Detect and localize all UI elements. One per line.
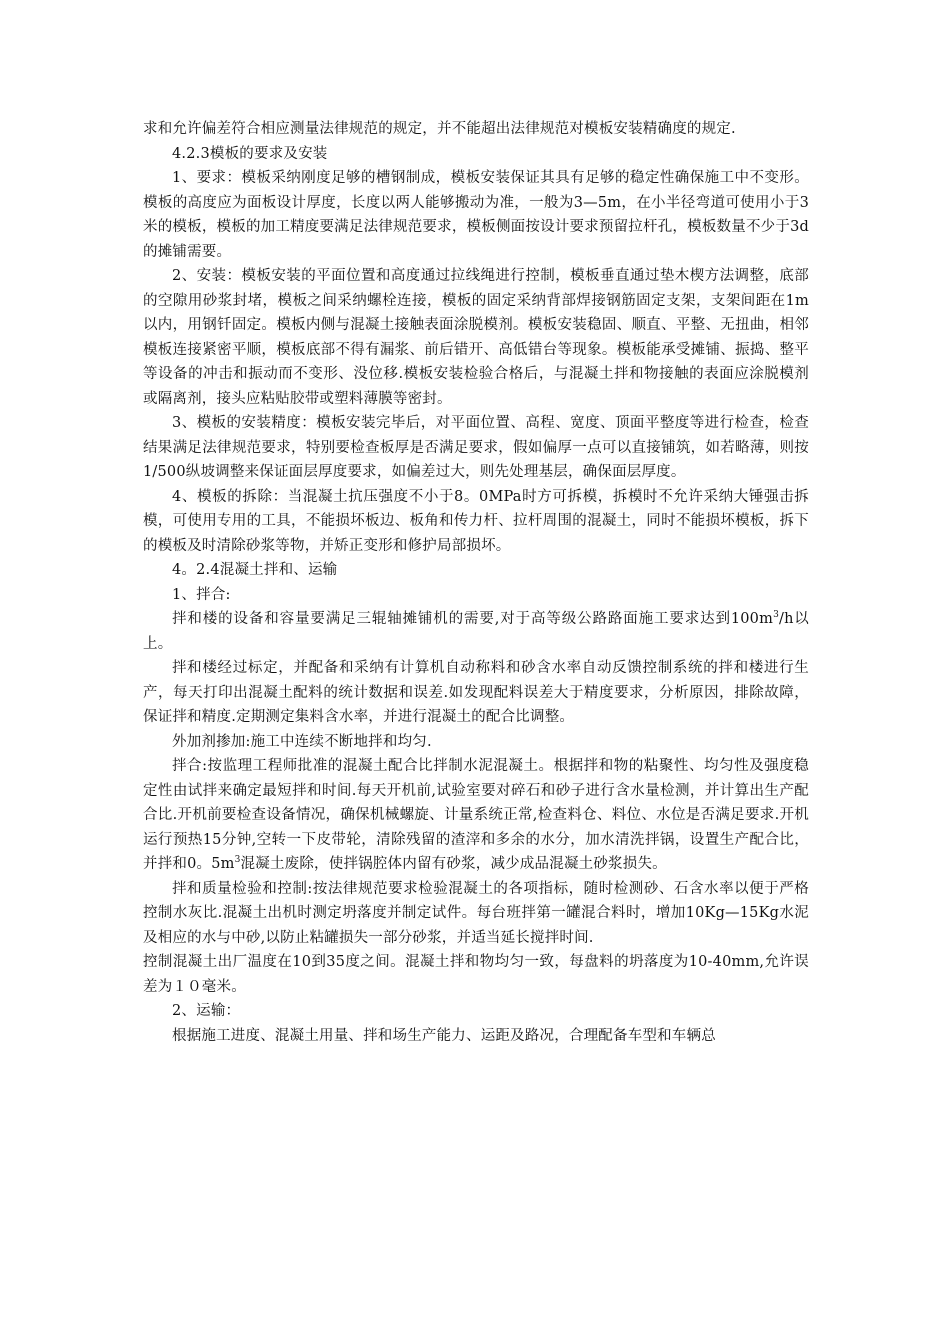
subheading-mixing: 1、拌合: (172, 586, 231, 603)
text-segment: 混凝土废除，使拌锅腔体内留有砂浆，减少成品混凝土砂浆损失。 (240, 856, 667, 872)
paragraph-formwork-installation: 2、安装：模板安装的平面位置和高度通过拉线绳进行控制，模板垂直通过垫木楔方法调整，底部的空隙用砂浆封堵，模板之间采纳螺栓连接，模板的固定采纳背部焊接钢筋固定支架，支架间距在1m以内，用钢钎固定。模板内侧与混凝土接触表面涂脱模剂。模板安装稳固、顺直、平整、无扭曲，相邻模板连接紧密平顺，模板底部不得有漏浆、前后错开、高低错台等现象。模板能承受摊铺、振捣、整平等设备的冲击和振动而不变形、没位移.模板安装检验合格后，与混凝土拌和物接触的表面应涂脱模剂或隔离剂，接头应粘贴胶带或塑料薄膜等密封。 (143, 268, 809, 407)
text-segment: 拌和楼的设备和容量要满足三辊轴摊铺机的需要,对于高等级公路路面施工要求达到100m (172, 611, 774, 627)
paragraph-temperature-control: 控制混凝土出厂温度在10到35度之间。混凝土拌和物均匀一致，每盘料的坍落度为10-40mm,允许误差为１０毫米。 (143, 954, 809, 995)
subheading-transport: 2、运输： (172, 1003, 241, 1019)
paragraph-transport-planning: 根据施工进度、混凝土用量、拌和场生产能力、运距及路况，合理配备车型和车辆总 (172, 1027, 716, 1044)
paragraph-quality-control: 拌和质量检验和控制:按法律规范要求检验混凝土的各项指标，随时检测砂、石含水率以便于严格控制水灰比.混凝土出机时测定坍落度并制定试件。每台班拌第一罐混合料时，增加10Kg—15Kg水泥及相应的水与中砂,以防止粘罐损失一部分砂浆，并适当延长搅拌时间. (143, 880, 809, 946)
paragraph-mixing-plant-calibration: 拌和楼经过标定，并配备和采纳有计算机自动称料和砂含水率自动反馈控制系统的拌和楼进行生产，每天打印出混凝土配料的统计数据和误差.如发现配料误差大于精度要求，分析原因，排除故障，保证拌和精度.定期测定集料含水率，并进行混凝土的配合比调整。 (143, 660, 809, 725)
paragraph-mixing-procedure (143, 754, 809, 877)
paragraph-formwork-requirements: 1、要求：模板采纳刚度足够的槽钢制成，模板安装保证其具有足够的稳定性确保施工中不变形。模板的高度应为面板设计厚度，长度以两人能够搬动为准，一般为3—5m，在小半径弯道可使用小于3米的模板，模板的加工精度要满足法律规范要求，模板侧面按设计要求预留拉杆孔，模板数量不少于3d的摊铺需要。 (143, 170, 809, 260)
text-segment: 拌合:按监理工程师批准的混凝土配合比拌制水泥混凝土。根据拌和物的粘聚性、均匀性及强度稳定性由试拌来确定最短拌和时间.每天开机前,试验室要对碎石和砂子进行含水量检测，并计算出生产配合比.开机前要检查设备情况，确保机械螺旋、计量系统正常,检查料仓、料位、水位是否满足要求.开机运行预热15分钟,空转一下皮带轮，清除残留的渣滓和多余的水分，加水清洗拌锅，设置生产配合比，并拌和0。5m (143, 758, 809, 872)
text-segment: /h以上。 (143, 611, 809, 652)
paragraph-installation-accuracy: 3、模板的安装精度：模板安装完毕后，对平面位置、高程、宽度、顶面平整度等进行检查，检查结果满足法律规范要求，特别要检查板厚是否满足要求，假如偏厚一点可以直接铺筑，如若略薄，则按1/500纵坡调整来保证面层厚度要求，如偏差过大，则先处理基层，确保面层厚度。 (143, 415, 809, 480)
section-heading-4-2-4: 4。2.4混凝土拌和、运输 (172, 562, 338, 578)
superscript: 3 (234, 855, 241, 866)
superscript: 3 (773, 610, 779, 621)
paragraph-tolerance-continuation: 求和允许偏差符合相应测量法律规范的规定，并不能超出法律规范对模板安装精确度的规定. (143, 121, 736, 137)
section-heading-4-2-3: 4.2.3模板的要求及安装 (172, 145, 328, 162)
paragraph-formwork-removal: 4、模板的拆除：当混凝土抗压强度不小于8。0MPa时方可拆模，拆模时不允许采纳大锤强击拆模，可使用专用的工具，不能损坏板边、板角和传力杆、拉杆周围的混凝土，同时不能损坏模板，拆下的模板及时清除砂浆等物，并矫正变形和修护局部损坏。 (143, 488, 809, 554)
paragraph-mixing-plant-capacity (143, 607, 809, 656)
paragraph-admixture: 外加剂掺加:施工中连续不断地拌和均匀. (172, 733, 432, 750)
document-body (143, 117, 809, 1048)
